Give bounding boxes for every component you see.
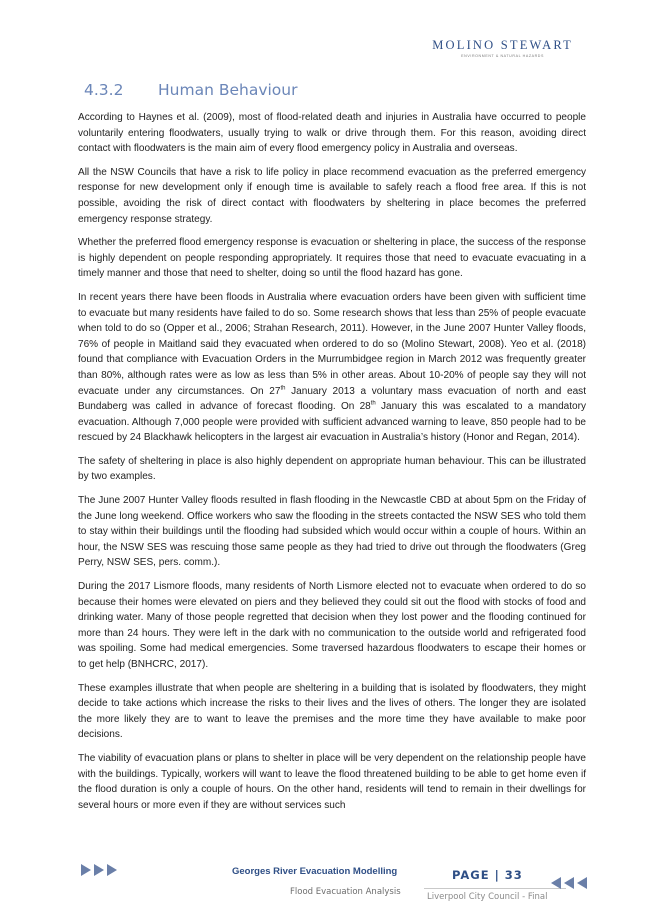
footer-report-title: Georges River Evacuation Modelling xyxy=(232,866,398,877)
section-title: Human Behaviour xyxy=(158,81,298,99)
paragraph: The June 2007 Hunter Valley floods resulted in flash flooding in the Newcastle CBD at about 5pm on the Friday of the June long weekend. Office workers who saw the flooding in the streets contacted the NSW SES who told them to stay within their buildings until the flooding had subsided which would occur within a couple of hours. Within an hour, the NSW SES was rescuing those same people as they had tried to drive out through the floodwaters (Greg Perry, NSW SES, pers. comm.). xyxy=(78,495,586,569)
paragraph: These examples illustrate that when people are sheltering in a building that is isolated by floodwaters, they might decide to take actions which increase the risks to their lives and the lives of others. The longer they are isolated the more likely they are to want to leave the premises and the more time they have available to make poor decisions. xyxy=(78,682,586,741)
paragraph: During the 2017 Lismore floods, many residents of North Lismore elected not to evacuate when ordered to do so because their homes were elevated on piers and they believed they could sit out the flood with stocks of food and drinking water. Many of those people regretted that decision when they lost power and the flooding continued for more than 24 hours. They were left in the dark with no communication to the outside world and refrigerated food was spoiling. Some had medical emergencies. Some traversed hazardous floodwaters to escape their homes or to get help (BNHCRC, 2017). xyxy=(78,581,586,670)
triple-arrow-right-icon xyxy=(81,863,119,882)
paragraph-text: January this was escalated to a mandatory evacuation. Although 7,000 people were provided with sufficient advanced warning to leave, 850 people had to be rescued by 24 Blackhawk helicopters in the largest air evacuation in Australia’s history (Honor and Regan, 2014). xyxy=(78,401,586,444)
paragraph: According to Haynes et al. (2009), most of flood-related death and injuries in Australia have occurred to people voluntarily entering floodwaters, usually trying to walk or drive through them. For this reason, avoiding direct contact with floodwaters is the main aim of every flood emergency policy in Australia and overseas. xyxy=(78,112,586,155)
footer-report-subtitle: Flood Evacuation Analysis xyxy=(290,887,401,897)
ordinal-suffix: th xyxy=(280,385,286,392)
paragraph: All the NSW Councils that have a risk to life policy in place recommend evacuation as the preferred emergency response for new development only if enough time is available to safely reach a flood free area. If this is not possible, avoiding the risk of direct contact with floodwaters by sheltering in place becomes the preferred emergency response strategy. xyxy=(78,166,586,225)
paragraph: The safety of sheltering in place is also highly dependent on appropriate human behaviour. This can be illustrated by two examples. xyxy=(78,455,586,483)
footer-client: Liverpool City Council - Final xyxy=(427,892,548,902)
logo-tagline: ENVIRONMENT & NATURAL HAZARDS xyxy=(461,54,544,58)
company-logo xyxy=(432,38,573,58)
paragraph-text: In recent years there have been floods in Australia where evacuation orders have been given with sufficient time to evacuate but many residents have failed to do so. Some research shows that less than 25% of people evacuate when told to do so (Opper et al., 2006; Strahan Research, 2011). However, in the June 2007 Hunter Valley floods, 76% of people in Maitland said they evacuated when ordered to do so (Molino Stewart, 2008). Yeo et al. (2018) found that compliance with Evacuation Orders in the Murrumbidgee region in March 2012 was frequently greater than 80%, although rates were as low as less than 5% in other areas. About 10-20% of people say they will not evacuate under any circumstances. On 27 xyxy=(78,291,586,397)
logo-name: MOLINO STEWART xyxy=(432,38,573,52)
section-heading xyxy=(84,81,604,99)
footer-divider xyxy=(424,888,566,889)
paragraph-evacuation-compliance xyxy=(78,290,586,446)
paragraph-text: January 2013 a voluntary mass evacuation of north and east Bundaberg was called in advance of forecast flooding. On 28 xyxy=(78,385,586,413)
triple-arrow-left-icon xyxy=(551,876,589,895)
ordinal-suffix: th xyxy=(370,400,376,407)
paragraph: Whether the preferred flood emergency response is evacuation or sheltering in place, the success of the response is highly dependent on people responding appropriately. It requires those that need to evacuate evacuating in a timely manner and those that need to shelter, doing so until the flood hazard has gone. xyxy=(78,237,586,280)
body-text xyxy=(78,110,586,821)
section-number: 4.3.2 xyxy=(84,81,124,99)
paragraph: The viability of evacuation plans or plans to shelter in place will be very dependent on the relationship people have with the buildings. Typically, workers will want to leave the flood threatened building to be able to get home even if the flood duration is only a couple of hours. On the other hand, residents will tend to remain in their dwellings for several hours or more even if they are without services such xyxy=(78,752,586,811)
page-number: PAGE | 33 xyxy=(452,868,523,882)
